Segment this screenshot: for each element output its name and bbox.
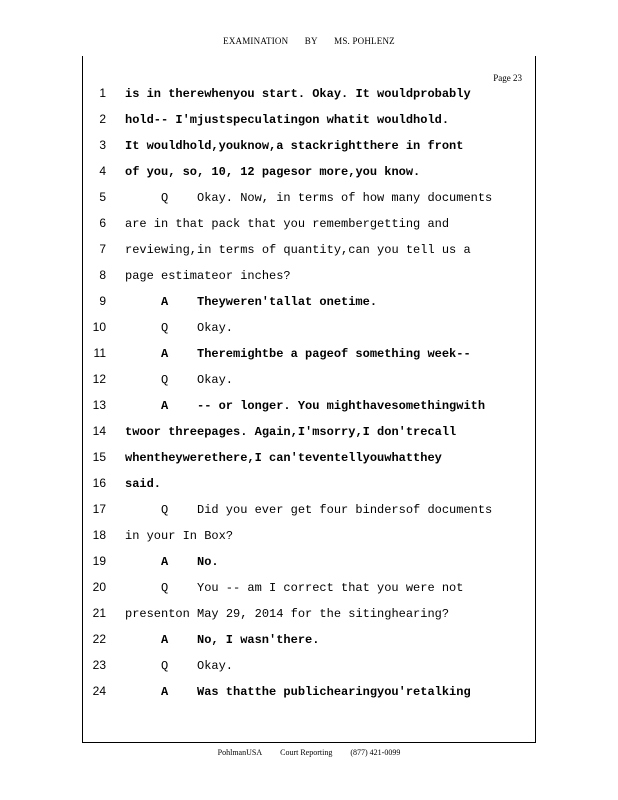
- line-number: 18: [92, 528, 106, 542]
- footer-phone: (877) 421-0099: [350, 748, 401, 757]
- line-number: 5: [99, 190, 106, 204]
- line-number: 12: [92, 372, 106, 386]
- line-content: reviewing,in terms of quantity,can you tell us a: [125, 243, 471, 257]
- line-text: [125, 685, 525, 699]
- line-content: twoor threepages. Again,I'msorry,I don'trecall: [125, 425, 457, 439]
- line-text: [125, 555, 525, 569]
- line-text: [125, 347, 525, 361]
- question-marker: Q: [161, 581, 169, 595]
- line-content: is in therewhenyou start. Okay. It wouldprobably: [125, 87, 471, 101]
- line-text: [125, 581, 525, 595]
- line-number: 3: [99, 138, 106, 152]
- line-content: said.: [125, 477, 162, 491]
- header-by: BY: [304, 36, 318, 46]
- transcript-line: [0, 524, 618, 550]
- line-content: Theyweren'tallat onetime.: [197, 295, 378, 309]
- line-content: Theremightbe a pageof something week--: [197, 347, 471, 361]
- transcript-line: [0, 160, 618, 186]
- line-text: [125, 217, 525, 231]
- line-text: [125, 113, 525, 127]
- line-text: [125, 191, 525, 205]
- line-content: No.: [197, 555, 219, 569]
- line-content: of you, so, 10, 12 pagesor more,you know.: [125, 165, 421, 179]
- line-text: [125, 425, 525, 439]
- line-text: [125, 503, 525, 517]
- line-text: [125, 529, 525, 543]
- line-text: [125, 399, 525, 413]
- line-text: [125, 607, 525, 621]
- answer-marker: A: [161, 685, 169, 699]
- answer-marker: A: [161, 555, 169, 569]
- line-number: 1: [99, 86, 106, 100]
- line-number: 24: [92, 684, 106, 698]
- line-number: 17: [92, 502, 106, 516]
- transcript-line: [0, 342, 618, 368]
- line-number: 23: [92, 658, 106, 672]
- line-number: 13: [92, 398, 106, 412]
- line-number: 21: [92, 606, 106, 620]
- line-content: -- or longer. You mighthavesomethingwith: [197, 399, 486, 413]
- answer-marker: A: [161, 399, 169, 413]
- line-number: 2: [99, 112, 106, 126]
- question-marker: Q: [161, 503, 169, 517]
- line-content: Okay.: [197, 373, 234, 387]
- transcript-line: [0, 82, 618, 108]
- line-text: [125, 321, 525, 335]
- transcript-line: [0, 680, 618, 706]
- line-number: 8: [99, 268, 106, 282]
- answer-marker: A: [161, 347, 169, 361]
- line-content: Was thatthe publichearingyou'retalking: [197, 685, 471, 699]
- line-number: 7: [99, 242, 106, 256]
- transcript-line: [0, 290, 618, 316]
- line-number: 16: [92, 476, 106, 490]
- line-content: Okay. Now, in terms of how many documents: [197, 191, 493, 205]
- line-number: 19: [92, 554, 106, 568]
- question-marker: Q: [161, 659, 169, 673]
- line-content: page estimateor inches?: [125, 269, 291, 283]
- line-content: presenton May 29, 2014 for the sitinghearing?: [125, 607, 450, 621]
- line-content: hold-- I'mjustspeculatingon whatit wouldhold.: [125, 113, 450, 127]
- line-text: [125, 633, 525, 647]
- line-content: in your In Box?: [125, 529, 234, 543]
- line-text: [125, 87, 525, 101]
- line-number: 4: [99, 164, 106, 178]
- line-content: Okay.: [197, 321, 234, 335]
- transcript-line: [0, 498, 618, 524]
- line-text: [125, 165, 525, 179]
- line-content: You -- am I correct that you were not: [197, 581, 464, 595]
- answer-marker: A: [161, 633, 169, 647]
- transcript-line: [0, 472, 618, 498]
- transcript-line: [0, 238, 618, 264]
- line-content: Okay.: [197, 659, 234, 673]
- line-text: [125, 139, 525, 153]
- page-footer: [0, 748, 618, 757]
- transcript-line: [0, 394, 618, 420]
- line-number: 6: [99, 216, 106, 230]
- transcript-line: [0, 368, 618, 394]
- header-examiner: MS. POHLENZ: [334, 36, 395, 46]
- transcript-line: [0, 316, 618, 342]
- transcript-line: [0, 654, 618, 680]
- line-number: 11: [93, 346, 106, 360]
- line-text: [125, 477, 525, 491]
- line-number: 22: [92, 632, 106, 646]
- transcript-line: [0, 134, 618, 160]
- line-number: 14: [92, 424, 106, 438]
- header-section: EXAMINATION: [223, 36, 289, 46]
- line-content: It wouldhold,youknow,a stackrightthere in front: [125, 139, 464, 153]
- transcript-line: [0, 446, 618, 472]
- line-text: [125, 451, 525, 465]
- question-marker: Q: [161, 321, 169, 335]
- line-text: [125, 243, 525, 257]
- line-number: 10: [92, 320, 106, 334]
- footer-company: PohlmanUSA: [217, 748, 263, 757]
- line-content: whentheywerethere,I can'teventellyouwhatthey: [125, 451, 442, 465]
- transcript-line: [0, 212, 618, 238]
- line-number: 20: [92, 580, 106, 594]
- transcript-line: [0, 420, 618, 446]
- page-header: [0, 36, 618, 46]
- line-text: [125, 373, 525, 387]
- line-text: [125, 269, 525, 283]
- line-content: Did you ever get four bindersof documents: [197, 503, 493, 517]
- answer-marker: A: [161, 295, 169, 309]
- line-number: 9: [99, 294, 106, 308]
- transcript-line: [0, 186, 618, 212]
- transcript-line: [0, 576, 618, 602]
- transcript-line: [0, 108, 618, 134]
- transcript-line: [0, 602, 618, 628]
- line-content: are in that pack that you remembergetting and: [125, 217, 450, 231]
- transcript-line: [0, 550, 618, 576]
- page-number: Page 23: [493, 73, 522, 83]
- question-marker: Q: [161, 191, 169, 205]
- line-number: 15: [92, 450, 106, 464]
- footer-service: Court Reporting: [280, 748, 333, 757]
- line-content: No, I wasn'there.: [197, 633, 320, 647]
- line-text: [125, 659, 525, 673]
- line-text: [125, 295, 525, 309]
- question-marker: Q: [161, 373, 169, 387]
- transcript-line: [0, 628, 618, 654]
- transcript-line: [0, 264, 618, 290]
